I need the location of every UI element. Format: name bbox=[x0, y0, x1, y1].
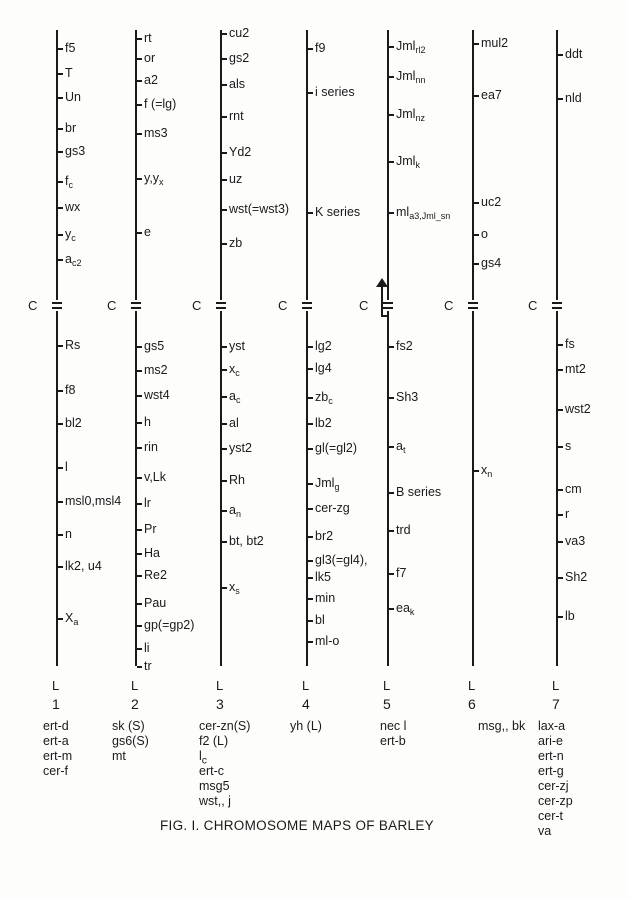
chromosome-2-locus: or bbox=[144, 51, 156, 65]
chromosome-2-lower-tick bbox=[137, 553, 142, 555]
chromosome-2-locus: li bbox=[144, 641, 150, 655]
chromosome-2-unplaced-locus: mt bbox=[112, 749, 126, 763]
chromosome-2-lower-tick bbox=[137, 666, 142, 668]
chromosome-2-lower-tick bbox=[137, 370, 142, 372]
chromosome-2-lower-tick bbox=[137, 346, 142, 348]
chromosome-7-unplaced-locus: lax-a bbox=[538, 719, 566, 733]
chromosome-4-unplaced-locus: yh (L) bbox=[290, 719, 322, 733]
chromosome-3-locus: wst(=wst3) bbox=[229, 202, 290, 216]
chromosome-4-lower-tick bbox=[308, 577, 313, 579]
chromosome-2-centromere-mark bbox=[131, 300, 141, 311]
chromosome-7-lower-tick bbox=[558, 409, 563, 411]
chromosome-7-locus: nld bbox=[565, 91, 582, 105]
chromosome-1-lower-tick bbox=[58, 423, 63, 425]
chromosome-3-locus: bt, bt2 bbox=[229, 534, 264, 548]
chromosome-6-locus: gs4 bbox=[481, 256, 502, 270]
chromosome-6-upper-tick bbox=[474, 202, 479, 204]
chromosome-2-unplaced-locus: sk (S) bbox=[112, 719, 145, 733]
chromosome-2-locus: v,Lk bbox=[144, 470, 166, 484]
chromosome-4-lower-arm bbox=[306, 311, 308, 666]
chromosome-7-unplaced-locus: ert-g bbox=[538, 764, 564, 778]
chromosome-7-unplaced-locus: va bbox=[538, 824, 552, 838]
chromosome-3-locus: als bbox=[229, 77, 245, 91]
chromosome-2-lower-tick bbox=[137, 625, 142, 627]
chromosome-3-lower-arm bbox=[220, 311, 222, 666]
chromosome-6-lower-tick bbox=[474, 470, 479, 472]
chromosome-7-centromere-label: C bbox=[528, 298, 538, 313]
chromosome-2-locus: Pau bbox=[144, 596, 167, 610]
chromosome-2-lower-tick bbox=[137, 477, 142, 479]
chromosome-1-upper-tick bbox=[58, 151, 63, 153]
chromosome-1-lower-tick bbox=[58, 467, 63, 469]
chromosome-7-lower-tick bbox=[558, 489, 563, 491]
chromosome-2-locus: Re2 bbox=[144, 568, 167, 582]
chromosome-1-upper-tick bbox=[58, 48, 63, 50]
chromosome-7-locus: Sh2 bbox=[565, 570, 588, 584]
chromosome-1-upper-tick bbox=[58, 97, 63, 99]
chromosome-6-unplaced-locus: msg,, bk bbox=[478, 719, 526, 733]
chromosome-7-lower-tick bbox=[558, 541, 563, 543]
chromosome-3-centromere-label: C bbox=[192, 298, 202, 313]
chromosome-7-lower-tick bbox=[558, 369, 563, 371]
chromosome-6-upper-tick bbox=[474, 263, 479, 265]
chromosome-2-locus: wst4 bbox=[144, 388, 170, 402]
chromosome-7-locus: wst2 bbox=[565, 402, 591, 416]
chromosome-6-locus: o bbox=[481, 227, 488, 241]
chromosome-7-unplaced-locus: cer-zj bbox=[538, 779, 569, 793]
chromosome-5-locus: $ml_{a3,Jml\_sn}$ bbox=[396, 205, 451, 221]
chromosome-7-lower-tick bbox=[558, 616, 563, 618]
chromosome-1-lower-arm bbox=[56, 311, 58, 666]
chromosome-2-locus: $y,y_x$ bbox=[144, 171, 164, 187]
chromosome-1-lower-tick bbox=[58, 345, 63, 347]
chromosome-7-upper-tick bbox=[558, 98, 563, 100]
chromosome-7-unplaced-locus: cer-t bbox=[538, 809, 563, 823]
chromosome-3-locus: rnt bbox=[229, 109, 244, 123]
chromosome-7-locus: mt2 bbox=[565, 362, 586, 376]
chromosome-4-lower-tick bbox=[308, 536, 313, 538]
chromosome-5-lower-tick bbox=[389, 608, 394, 610]
chromosome-2-locus: h bbox=[144, 415, 151, 429]
chromosome-7-locus: r bbox=[565, 507, 570, 521]
chromosome-2-lower-tick bbox=[137, 422, 142, 424]
chromosome-1-upper-tick bbox=[58, 181, 63, 183]
chromosome-3-lower-tick bbox=[222, 396, 227, 398]
chromosome-1-upper-tick bbox=[58, 234, 63, 236]
chromosome-3-lower-tick bbox=[222, 346, 227, 348]
chromosome-4-upper-tick bbox=[308, 212, 313, 214]
chromosome-3-end-label: L bbox=[216, 678, 224, 693]
chromosome-6-locus: mul2 bbox=[481, 36, 509, 50]
chromosome-3-lower-tick bbox=[222, 587, 227, 589]
chromosome-6-locus: uc2 bbox=[481, 195, 502, 209]
chromosome-2-upper-tick bbox=[137, 38, 142, 40]
chromosome-1-lower-tick bbox=[58, 390, 63, 392]
chromosome-7-lower-tick bbox=[558, 514, 563, 516]
chromosome-1-upper-tick bbox=[58, 259, 63, 261]
chromosome-5-centromere-label: C bbox=[359, 298, 369, 313]
chromosome-6-lower-arm bbox=[472, 311, 474, 666]
chromosome-5-locus: Jml$_{rl2}$ bbox=[396, 39, 426, 55]
chromosome-6-locus: ea7 bbox=[481, 88, 502, 102]
chromosome-5-locus: Jml$_{nn}$ bbox=[396, 69, 426, 85]
chromosome-1-locus: lk2, u4 bbox=[65, 559, 102, 573]
chromosome-2-locus: rt bbox=[144, 31, 152, 45]
chromosome-2-locus: a2 bbox=[144, 73, 158, 87]
chromosome-2-locus: rin bbox=[144, 440, 158, 454]
chromosome-4-lower-tick bbox=[308, 598, 313, 600]
chromosome-6-centromere-mark bbox=[468, 300, 478, 311]
chromosome-1-locus: Un bbox=[65, 90, 81, 104]
chromosome-3-locus: Rh bbox=[229, 473, 245, 487]
chromosome-3-upper-tick bbox=[222, 58, 227, 60]
chromosome-3-locus: zb bbox=[229, 236, 243, 250]
chromosome-6-upper-tick bbox=[474, 234, 479, 236]
chromosome-5-locus: $ea_k$ bbox=[396, 601, 415, 617]
chromosome-3-locus: al bbox=[229, 416, 239, 430]
chromosome-2-locus: Ha bbox=[144, 546, 160, 560]
chromosome-2-centromere-label: C bbox=[107, 298, 117, 313]
chromosome-3-upper-tick bbox=[222, 209, 227, 211]
chromosome-6-end-label: L bbox=[468, 678, 476, 693]
chromosome-2-locus: ms2 bbox=[144, 363, 168, 377]
chromosome-4-locus: gl(=gl2) bbox=[315, 441, 358, 455]
chromosome-3-locus: $x_c$ bbox=[229, 362, 240, 378]
chromosome-3-upper-tick bbox=[222, 33, 227, 35]
chromosome-1-centromere-label: C bbox=[28, 298, 38, 313]
chromosome-2-lower-tick bbox=[137, 603, 142, 605]
figure-caption: FIG. I. CHROMOSOME MAPS OF BARLEY bbox=[160, 818, 434, 833]
chromosome-1-locus: f8 bbox=[65, 383, 76, 397]
chromosome-4-lower-tick bbox=[308, 483, 313, 485]
chromosome-2-locus: Pr bbox=[144, 522, 157, 536]
chromosome-1-locus: bl2 bbox=[65, 416, 82, 430]
chromosome-2-lower-tick bbox=[137, 648, 142, 650]
chromosome-1-lower-tick bbox=[58, 618, 63, 620]
chromosome-5-unplaced-locus: ert-b bbox=[380, 734, 406, 748]
chromosome-2-upper-tick bbox=[137, 58, 142, 60]
chromosome-2-locus: f (=lg) bbox=[144, 97, 177, 111]
chromosome-6-upper-arm bbox=[472, 30, 474, 300]
chromosome-2-locus: tr bbox=[144, 659, 152, 673]
chromosome-1-locus: n bbox=[65, 527, 72, 541]
chromosome-1-lower-tick bbox=[58, 566, 63, 568]
chromosome-3-locus: gs2 bbox=[229, 51, 250, 65]
chromosome-7-lower-tick bbox=[558, 577, 563, 579]
chromosome-2-lower-tick bbox=[137, 447, 142, 449]
chromosome-3-locus: $a_n$ bbox=[229, 503, 241, 519]
chromosome-2-locus: e bbox=[144, 225, 151, 239]
chromosome-7-locus: cm bbox=[565, 482, 582, 496]
chromosome-7-unplaced-locus: ari-e bbox=[538, 734, 564, 748]
chromosome-4-locus: lk5 bbox=[315, 570, 331, 584]
chromosome-5-lower-tick bbox=[389, 573, 394, 575]
chromosome-4-lower-tick bbox=[308, 346, 313, 348]
chromosome-1-locus: $X_a$ bbox=[65, 611, 79, 627]
chromosome-1-locus: gs3 bbox=[65, 144, 86, 158]
chromosome-3-lower-tick bbox=[222, 423, 227, 425]
chromosome-5-locus: Jml$_{nz}$ bbox=[396, 107, 425, 123]
chromosome-3-upper-tick bbox=[222, 116, 227, 118]
chromosome-3-lower-tick bbox=[222, 541, 227, 543]
chromosome-4-lower-tick bbox=[308, 641, 313, 643]
chromosome-4-locus: $zb_c$ bbox=[315, 390, 333, 406]
chromosome-3-locus: yst bbox=[229, 339, 245, 353]
chromosome-3-locus: $x_s$ bbox=[229, 580, 240, 596]
chromosome-4-locus: min bbox=[315, 591, 336, 605]
chromosome-2-lower-tick bbox=[137, 529, 142, 531]
chromosome-1-unplaced-locus: cer-f bbox=[43, 764, 68, 778]
chromosome-7-upper-arm bbox=[556, 30, 558, 300]
chromosome-2-unplaced-locus: gs6(S) bbox=[112, 734, 149, 748]
chromosome-1-locus: $a_{c2}$ bbox=[65, 252, 82, 268]
chromosome-3-lower-tick bbox=[222, 448, 227, 450]
chromosome-6-locus: $x_n$ bbox=[481, 463, 493, 479]
chromosome-7-locus: fs bbox=[565, 337, 575, 351]
chromosome-3-locus: Yd2 bbox=[229, 145, 252, 159]
chromosome-7-lower-tick bbox=[558, 446, 563, 448]
chromosome-5-centromere-mark bbox=[383, 300, 393, 311]
chromosome-1-locus: l bbox=[65, 460, 68, 474]
chromosome-7-locus: ddt bbox=[565, 47, 583, 61]
chromosome-1-locus: $y_c$ bbox=[65, 227, 76, 243]
chromosome-6-upper-tick bbox=[474, 95, 479, 97]
chromosome-1-locus: $f_c$ bbox=[65, 174, 73, 190]
chromosome-4-number: 4 bbox=[302, 696, 310, 712]
chromosome-6-upper-tick bbox=[474, 43, 479, 45]
chromosome-5-lower-tick bbox=[389, 397, 394, 399]
chromosome-5-locus: trd bbox=[396, 523, 411, 537]
chromosome-2-locus: gp(=gp2) bbox=[144, 618, 195, 632]
chromosome-7-locus: lb bbox=[565, 609, 575, 623]
chromosome-3-upper-tick bbox=[222, 243, 227, 245]
chromosome-1-upper-tick bbox=[58, 73, 63, 75]
chromosome-3-unplaced-locus: ert-c bbox=[199, 764, 224, 778]
chromosome-1-end-label: L bbox=[52, 678, 60, 693]
chromosome-2-lower-tick bbox=[137, 575, 142, 577]
chromosome-2-upper-arm bbox=[135, 30, 137, 300]
chromosome-7-lower-tick bbox=[558, 344, 563, 346]
chromosome-1-locus: msl0,msl4 bbox=[65, 494, 122, 508]
chromosome-1-locus: Rs bbox=[65, 338, 81, 352]
chromosome-5-number: 5 bbox=[383, 696, 391, 712]
chromosome-2-upper-tick bbox=[137, 232, 142, 234]
chromosome-3-locus: cu2 bbox=[229, 26, 250, 40]
chromosome-4-locus: cer-zg bbox=[315, 501, 350, 515]
chromosome-3-locus: yst2 bbox=[229, 441, 252, 455]
chromosome-2-upper-tick bbox=[137, 133, 142, 135]
chromosome-4-centromere-mark bbox=[302, 300, 312, 311]
chromosome-5-locus: Jml$_k$ bbox=[396, 154, 420, 170]
chromosome-2-upper-tick bbox=[137, 178, 142, 180]
chromosome-1-number: 1 bbox=[52, 696, 60, 712]
chromosome-3-locus: uz bbox=[229, 172, 243, 186]
chromosome-5-lower-tick bbox=[389, 446, 394, 448]
chromosome-5-upper-tick bbox=[389, 46, 394, 48]
chromosome-5-arrow-shaft bbox=[381, 286, 383, 316]
chromosome-2-end-label: L bbox=[131, 678, 139, 693]
chromosome-4-upper-tick bbox=[308, 92, 313, 94]
chromosome-5-lower-tick bbox=[389, 492, 394, 494]
chromosome-4-locus: Jml$_g$ bbox=[315, 476, 340, 492]
chromosome-3-upper-tick bbox=[222, 179, 227, 181]
chromosome-2-lower-arm bbox=[135, 311, 137, 666]
chromosome-6-centromere-label: C bbox=[444, 298, 454, 313]
chromosome-4-lower-tick bbox=[308, 560, 313, 562]
chromosome-3-lower-tick bbox=[222, 369, 227, 371]
chromosome-7-locus: s bbox=[565, 439, 572, 453]
chromosome-5-upper-arm bbox=[387, 30, 389, 300]
chromosome-3-upper-tick bbox=[222, 84, 227, 86]
chromosome-3-centromere-mark bbox=[216, 300, 226, 311]
chromosome-4-upper-arm bbox=[306, 30, 308, 300]
chromosome-3-unplaced-locus: wst,, j bbox=[199, 794, 231, 808]
chromosome-4-lower-tick bbox=[308, 423, 313, 425]
chromosome-2-number: 2 bbox=[131, 696, 139, 712]
chromosome-1-unplaced-locus: ert-a bbox=[43, 734, 69, 748]
chromosome-4-locus: lb2 bbox=[315, 416, 332, 430]
chromosome-2-upper-tick bbox=[137, 104, 142, 106]
chromosome-1-locus: br bbox=[65, 121, 77, 135]
chromosome-5-upper-tick bbox=[389, 76, 394, 78]
chromosome-5-unplaced-locus: nec l bbox=[380, 719, 407, 733]
chromosome-6-number: 6 bbox=[468, 696, 476, 712]
chromosome-3-unplaced-locus: msg5 bbox=[199, 779, 230, 793]
chromosome-4-lower-tick bbox=[308, 620, 313, 622]
chromosome-4-locus: ml-o bbox=[315, 634, 340, 648]
chromosome-1-unplaced-locus: ert-m bbox=[43, 749, 73, 763]
chromosome-1-lower-tick bbox=[58, 534, 63, 536]
chromosome-3-unplaced-locus: cer-zn(S) bbox=[199, 719, 251, 733]
chromosome-5-locus: Sh3 bbox=[396, 390, 419, 404]
chromosome-5-arrow-head bbox=[376, 278, 388, 287]
chromosome-1-centromere-mark bbox=[52, 300, 62, 311]
chromosome-3-unplaced-locus: f2 (L) bbox=[199, 734, 229, 748]
chromosome-7-number: 7 bbox=[552, 696, 560, 712]
chromosome-3-lower-tick bbox=[222, 510, 227, 512]
chromosome-5-end-label: L bbox=[383, 678, 391, 693]
chromosome-2-lower-tick bbox=[137, 503, 142, 505]
chromosome-2-lower-tick bbox=[137, 395, 142, 397]
chromosome-7-end-label: L bbox=[552, 678, 560, 693]
chromosome-4-locus: gl3(=gl4), bbox=[315, 553, 368, 567]
chromosome-2-upper-tick bbox=[137, 80, 142, 82]
chromosome-3-lower-tick bbox=[222, 480, 227, 482]
chromosome-7-unplaced-locus: ert-n bbox=[538, 749, 564, 763]
chromosome-4-locus: bl bbox=[315, 613, 325, 627]
chromosome-4-locus: i series bbox=[315, 85, 355, 99]
chromosome-5-arrow-base bbox=[381, 315, 389, 317]
chromosome-7-centromere-mark bbox=[552, 300, 562, 311]
chromosome-7-upper-tick bbox=[558, 54, 563, 56]
chromosome-4-locus: br2 bbox=[315, 529, 334, 543]
chromosome-5-lower-tick bbox=[389, 346, 394, 348]
chromosome-2-locus: ms3 bbox=[144, 126, 168, 140]
chromosome-4-locus: K series bbox=[315, 205, 361, 219]
chromosome-3-upper-arm bbox=[220, 30, 222, 300]
chromosome-1-upper-tick bbox=[58, 128, 63, 130]
chromosome-5-locus: fs2 bbox=[396, 339, 413, 353]
chromosome-5-locus: B series bbox=[396, 485, 442, 499]
chromosome-4-end-label: L bbox=[302, 678, 310, 693]
chromosome-4-lower-tick bbox=[308, 397, 313, 399]
chromosome-5-upper-tick bbox=[389, 161, 394, 163]
chromosome-5-upper-tick bbox=[389, 212, 394, 214]
chromosome-5-locus: f7 bbox=[396, 566, 407, 580]
chromosome-2-locus: gs5 bbox=[144, 339, 165, 353]
chromosome-1-upper-tick bbox=[58, 207, 63, 209]
chromosome-5-locus: $a_t$ bbox=[396, 439, 406, 455]
chromosome-4-centromere-label: C bbox=[278, 298, 288, 313]
chromosome-4-lower-tick bbox=[308, 448, 313, 450]
chromosome-1-unplaced-locus: ert-d bbox=[43, 719, 69, 733]
chromosome-3-number: 3 bbox=[216, 696, 224, 712]
chromosome-4-lower-tick bbox=[308, 368, 313, 370]
chromosome-3-upper-tick bbox=[222, 152, 227, 154]
chromosome-1-locus: T bbox=[65, 66, 73, 80]
chromosome-4-locus: lg2 bbox=[315, 339, 332, 353]
chromosome-3-unplaced-locus: $l_c$ bbox=[199, 749, 207, 767]
chromosome-7-locus: va3 bbox=[565, 534, 586, 548]
chromosome-1-lower-tick bbox=[58, 501, 63, 503]
chromosome-2-locus: lr bbox=[144, 496, 151, 510]
chromosome-5-lower-arm bbox=[387, 311, 389, 666]
chromosome-4-locus: f9 bbox=[315, 41, 326, 55]
chromosome-5-upper-tick bbox=[389, 114, 394, 116]
chromosome-1-locus: f5 bbox=[65, 41, 76, 55]
chromosome-1-locus: wx bbox=[65, 200, 81, 214]
chromosome-4-locus: lg4 bbox=[315, 361, 332, 375]
chromosome-7-unplaced-locus: cer-zp bbox=[538, 794, 573, 808]
chromosome-4-lower-tick bbox=[308, 508, 313, 510]
chromosome-4-upper-tick bbox=[308, 48, 313, 50]
chromosome-5-lower-tick bbox=[389, 530, 394, 532]
chromosome-3-locus: $a_c$ bbox=[229, 389, 241, 405]
